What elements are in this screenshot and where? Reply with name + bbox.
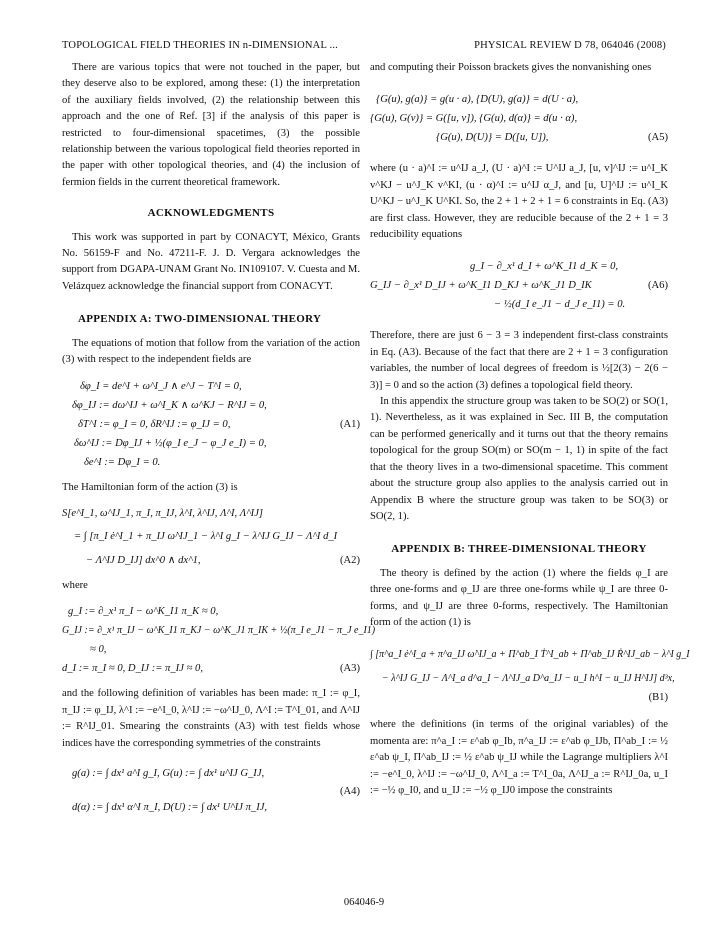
eq-a5-number: (A5) bbox=[647, 132, 668, 144]
where-text: where bbox=[62, 579, 88, 591]
equation-a6 bbox=[370, 257, 668, 314]
eq-a1-line: δe^I := Dφ_I = 0. bbox=[84, 456, 161, 468]
running-header-journal: PHYSICAL REVIEW D 78, 064046 (2008) bbox=[474, 40, 666, 51]
equation-a5 bbox=[370, 90, 668, 147]
eq-a5-line: {G(u), D(U)} = D([u, U]), bbox=[436, 132, 549, 144]
page-number: 064046-9 bbox=[343, 897, 385, 908]
definitions-text: and the following definition of variables has been made: π_I := φ_I, π_IJ := φ_IJ, λ^I := −e^I_0, λ^IJ := −ω^IJ_0, Λ^I := T^I_01, and Λ^IJ := R^IJ_01. Smearing the constraints (A3) with test fields whose indices have the corresponding symmetries of the constraints bbox=[62, 688, 360, 749]
structure-group-text: In this appendix the structure group was taken to be SO(2) or SO(1, 1). Nevertheless, as it was explained in Sec. III B, the computation can be performed generically and it turns out that the theory remains topological for the group SO(m) or SO(m − 1, 1) in spite of the fact that the theory lives in a two-dimensional spacetime. This comment about the structure group also applies to the analysis carried out in Appendix B where the structure group was taken to be SO(3) or SO(2, 1). bbox=[370, 396, 668, 522]
eq-a4-line: d(α) := ∫ dx¹ α^I π_I, D(U) := ∫ dx¹ U^IJ π_IJ, bbox=[72, 801, 268, 813]
eq-b1-number: (B1) bbox=[648, 692, 668, 704]
eq-a2-number: (A2) bbox=[339, 554, 360, 566]
acknowledgments-heading: ACKNOWLEDGMENTS bbox=[147, 207, 275, 220]
eq-a6-line: − ½(d_I e_J1 − d_J e_I1) = 0. bbox=[494, 299, 626, 311]
eq-a3-line: ≈ 0, bbox=[90, 644, 107, 656]
eq-a1-number: (A1) bbox=[339, 418, 360, 430]
eq-a4-number: (A4) bbox=[339, 785, 360, 797]
eq-a3-line: d_I := π_I ≈ 0, D_IJ := π_IJ ≈ 0, bbox=[62, 663, 203, 675]
eq-a1-line: δφ_I = de^I + ω^I_J ∧ e^J − T^I = 0, bbox=[80, 380, 242, 392]
eq-a1-line: δφ_IJ := dω^IJ + ω^I_K ∧ ω^KJ − R^IJ = 0, bbox=[72, 399, 267, 411]
appendix-b-intro: The theory is defined by the action (1) where the fields φ_I are three one-forms and φ_IJ are three one-forms while ψ_I are three 0-forms, and ψ_IJ are three 0-forms, respectively. The Hamiltonian form of the action (1) is bbox=[370, 567, 668, 628]
hamiltonian-intro: The Hamiltonian form of the action (3) is bbox=[62, 481, 238, 493]
equation-b1 bbox=[370, 641, 690, 707]
eq-a5-line: {G(u), g(a)} = g(u · a), {D(U), g(a)} = d(U · a), bbox=[376, 94, 579, 106]
degrees-of-freedom-text: Therefore, there are just 6 − 3 = 3 independent first-class constraints in Eq. (A3). Because of the fact that there are 2 + 1 = 3 configuration variables, the number of local degrees of freedom is ½[2(3) − 2(6 − 3)] = 0 and so the action (3) defines a topological field theory. bbox=[370, 330, 668, 391]
eq-b1-line: − λ^IJ G_IJ − Λ^I_a d^a_I − Λ^IJ_a D^a_IJ − u_I h^I − u_IJ H^IJ] d³x, bbox=[382, 673, 675, 685]
equation-a3 bbox=[62, 602, 376, 678]
eq-a1-line: δω^IJ := Dφ_IJ + ½(φ_I e_J − φ_J e_I) = 0, bbox=[74, 437, 267, 449]
running-header-title: TOPOLOGICAL FIELD THEORIES IN n-DIMENSIONAL ... bbox=[62, 40, 338, 51]
eq-a4-line: g(a) := ∫ dx¹ a^I g_I, G(u) := ∫ dx¹ u^IJ G_IJ, bbox=[72, 767, 265, 779]
brackets-definitions: where (u · a)^I := u^IJ a_J, (U · a)^I := U^IJ a_J, [u, v]^IJ := u^I_K v^KJ − u^J_K v^KI, (u · α)^I := u^IJ α_J, and [u, U]^IJ := u^I_K U^KJ − u^J_K U^KI. So, the 2 + 1 + 2 + 1 = 6 constraints in Eq. (A3) are first class. However, they are reducible because of the 2 + 1 = 3 reducibility equations bbox=[370, 163, 668, 241]
eq-a2-line: S[e^I_1, ω^IJ_1, π_I, π_IJ, λ^I, λ^IJ, Λ^I, Λ^IJ] bbox=[62, 507, 264, 519]
eq-a3-number: (A3) bbox=[339, 663, 360, 675]
momenta-definitions: where the definitions (in terms of the original variables) of the momenta are: π^a_I := ε^ab φ_Ib, π^a_IJ := ε^ab φ_IJb, Π^ab_I := ½ ε^ab ψ_I, Π^ab_IJ := ½ ε^ab ψ_IJ while the Lagrange multipliers λ^I := −e^I_0, λ^IJ := −ω^IJ_0, Λ^I_a := T^I_0a, Λ^IJ_a := R^IJ_0a, u_I := −½ φ_I0, and u_IJ := −½ φ_IJ0 impose the constraints bbox=[370, 719, 668, 796]
closing-paragraph: There are various topics that were not touched in the paper, but they deserve also to be explored, among these: (1) the interpretation of the auxiliary fields involved, (2) the relationship between this approach and the one of Ref. [3] if the analysis of this paper is restricted to four-dimensional spacetimes, (3) the possible relationship between the various topological field theories reported in the paper with other topological theories, and (4) the inclusion of fermion fields in the current theoretical framework. bbox=[62, 62, 360, 188]
appendix-b-heading: APPENDIX B: THREE-DIMENSIONAL THEORY bbox=[391, 543, 647, 556]
equation-a4 bbox=[62, 760, 360, 822]
acknowledgments-text: This work was supported in part by CONACYT, México, Grants No. 56159-F and No. 47211-F. J. D. Vergara acknowledges the support from DGAPA-UNAM Grant No. IN109107. V. Cuesta and M. Velázquez acknowledge the financial support from CONACYT. bbox=[62, 231, 360, 292]
equation-a1 bbox=[62, 377, 360, 472]
eq-a3-line: g_I := ∂_x¹ π_I − ω^K_I1 π_K ≈ 0, bbox=[68, 606, 219, 618]
poisson-intro: and computing their Poisson brackets gives the nonvanishing ones bbox=[370, 62, 652, 73]
eq-a3-line: G_IJ := ∂_x¹ π_IJ − ω^K_I1 π_KJ − ω^K_J1 π_IK + ½(π_I e_J1 − π_J e_I1) bbox=[62, 625, 376, 637]
left-column bbox=[62, 60, 376, 830]
eq-b1-line: ∫ [π^a_I ė^I_a + π^a_IJ ω̇^IJ_a + Π^ab_I Ṫ^I_ab + Π^ab_IJ Ṙ^IJ_ab − λ^I g_I bbox=[370, 649, 690, 661]
right-column bbox=[370, 60, 690, 799]
eq-a6-line: G_IJ − ∂_x¹ D_IJ + ω^K_I1 D_KJ + ω^K_J1 D_IK bbox=[370, 280, 592, 292]
eq-a6-line: g_I − ∂_x¹ d_I + ω^K_I1 d_K = 0, bbox=[470, 261, 619, 273]
appendix-a-heading: APPENDIX A: TWO-DIMENSIONAL THEORY bbox=[78, 313, 322, 326]
eq-a2-line: = ∫ [π_I ė^I_1 + π_IJ ω̇^IJ_1 − λ^I g_I − λ^IJ G_IJ − Λ^I d_I bbox=[74, 530, 338, 542]
eq-a6-number: (A6) bbox=[647, 280, 668, 292]
equation-a2 bbox=[62, 504, 360, 570]
eq-a5-line: {G(u), G(v)} = G([u, v]), {G(u), d(α)} = d(u · α), bbox=[370, 113, 578, 125]
eq-a1-line: δT^I := φ_I = 0, δR^IJ := φ_IJ = 0, bbox=[78, 418, 231, 430]
eq-a2-line: − Λ^IJ D_IJ] dx^0 ∧ dx^1, bbox=[86, 554, 201, 566]
appendix-a-intro: The equations of motion that follow from the variation of the action (3) with respect to the independent fields are bbox=[62, 337, 360, 366]
